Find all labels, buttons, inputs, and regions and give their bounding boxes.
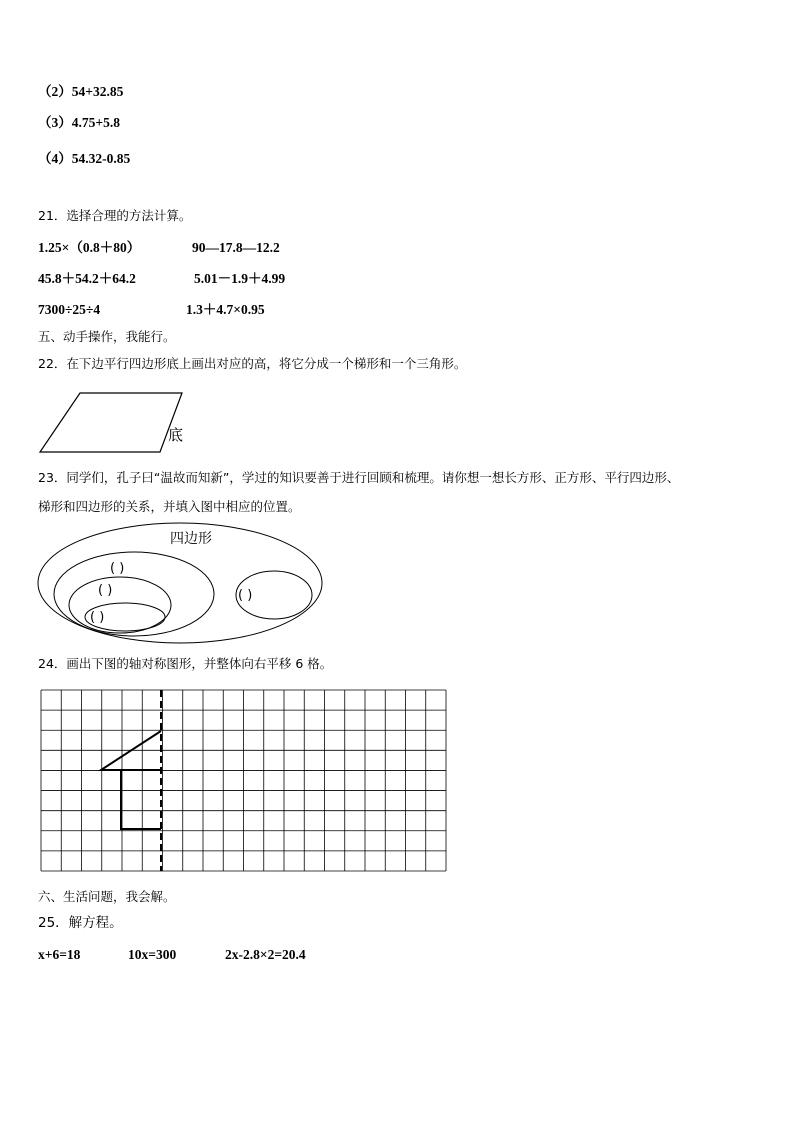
q21-expr-3a: 7300÷25÷4 bbox=[38, 302, 101, 317]
q25-equation-1: x+6=18 bbox=[38, 947, 81, 962]
base-label: 底 bbox=[168, 426, 184, 444]
item-4: （4）54.32-0.85 bbox=[38, 151, 131, 166]
q25-equation-3: 2x-2.8×2=20.4 bbox=[225, 947, 306, 962]
blank-rectangle: ( ) bbox=[98, 583, 113, 598]
original-figure-body bbox=[121, 770, 161, 829]
q23-title-line-1: 23．同学们，孔子曰“温故而知新”，学过的知识要善于进行回顾和梳理。请你想一想长方形、正方形、平行四边形、 bbox=[38, 470, 680, 485]
item-2: （2）54+32.85 bbox=[38, 84, 124, 99]
section-5-heading: 五、动手操作，我能行。 bbox=[38, 329, 176, 344]
blank-square: ( ) bbox=[90, 610, 105, 625]
blank-parallelogram: ( ) bbox=[110, 561, 125, 576]
q21-expr-1b: 90—17.8—12.2 bbox=[192, 240, 280, 255]
q24-title: 24．画出下图的轴对称图形，并整体向右平移 6 格。 bbox=[38, 656, 333, 671]
blank-trapezoid: ( ) bbox=[238, 588, 253, 603]
section-6-heading: 六、生活问题，我会解。 bbox=[38, 889, 176, 904]
q21-title: 21．选择合理的方法计算。 bbox=[38, 208, 192, 223]
q21-expr-3b: 1.3＋4.7×0.95 bbox=[186, 302, 265, 317]
q25-title: 25．解方程。 bbox=[38, 915, 123, 931]
grid-lines bbox=[41, 690, 446, 871]
quadrilateral-label: 四边形 bbox=[170, 531, 212, 547]
q21-expr-1a: 1.25×（0.8＋80） bbox=[38, 240, 141, 255]
q22-title: 22．在下边平行四边形底上画出对应的高，将它分成一个梯形和一个三角形。 bbox=[38, 356, 467, 371]
q21-expr-2a: 45.8＋54.2＋64.2 bbox=[38, 271, 136, 286]
item-3: （3）4.75+5.8 bbox=[38, 115, 120, 130]
q25-equation-2: 10x=300 bbox=[128, 947, 177, 962]
q23-title-line-2: 梯形和四边形的关系，并填入图中相应的位置。 bbox=[38, 499, 301, 514]
q21-expr-2b: 5.01－1.9＋4.99 bbox=[194, 271, 286, 286]
